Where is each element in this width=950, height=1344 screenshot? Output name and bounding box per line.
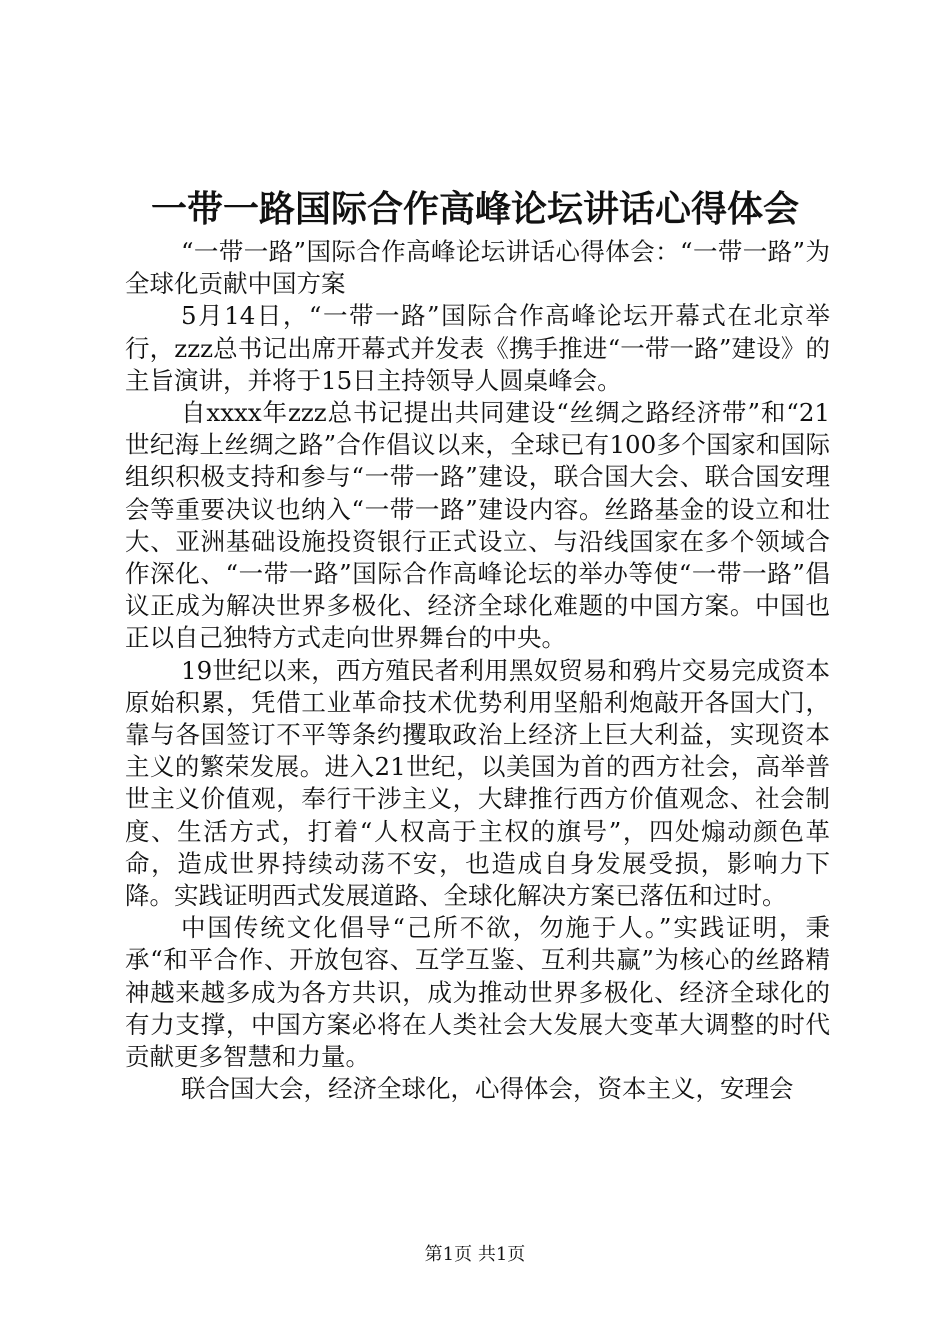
document-title: 一带一路国际合作高峰论坛讲话心得体会 <box>150 188 799 230</box>
paragraph-history: 19世纪以来，西方殖民者利用黑奴贸易和鸦片交易完成资本原始积累，凭借工业革命技术优势利用坚船利炮敲开各国大门，靠与各国签订不平等条约攫取政治上经济上巨大利益，实现资本主义的繁荣发展。进入21世纪，以美国为首的西方社会，高举普世主义价值观，奉行干涉主义，大肆推行西方价值观念、社会制度、生活方式，打着“人权高于主权的旗号”，四处煽动颜色革命，造成世界持续动荡不安，也造成自身发展受损，影响力下降。实践证明西式发展道路、全球化解决方案已落伍和过时。 <box>125 655 830 911</box>
paragraph-subtitle: “一带一路”国际合作高峰论坛讲话心得体会：“一带一路”为全球化贡献中国方案 <box>125 237 830 299</box>
page-footer: 第1页 共1页 <box>424 1244 526 1265</box>
paragraph-keywords: 联合国大会，经济全球化，心得体会，资本主义，安理会 <box>181 1074 794 1104</box>
paragraph-initiative: 自xxxx年zzz总书记提出共同建设“丝绸之路经济带”和“21世纪海上丝绸之路”合作倡议以来，全球已有100多个国家和国际组织积极支持和参与“一带一路”建设，联合国大会、联合国安理会等重要决议也纳入“一带一路”建设内容。丝路基金的设立和壮大、亚洲基础设施投资银行正式设立、与沿线国家在多个领域合作深化、“一带一路”国际合作高峰论坛的举办等使“一带一路”倡议正成为解决世界多极化、经济全球化难题的中国方案。中国也正以自己独特方式走向世界舞台的中央。 <box>125 398 830 653</box>
document-body <box>125 236 830 1105</box>
paragraph-opening: 5月14日，“一带一路”国际合作高峰论坛开幕式在北京举行，zzz总书记出席开幕式并发表《携手推进“一带一路”建设》的主旨演讲，并将于15日主持领导人圆桌峰会。 <box>125 301 830 395</box>
paragraph-conclusion: 中国传统文化倡导“己所不欲，勿施于人。”实践证明，秉承“和平合作、开放包容、互学互鉴、互利共赢”为核心的丝路精神越来越多成为各方共识，成为推动世界多极化、经济全球化的有力支撑，中国方案必将在人类社会大发展大变革大调整的时代贡献更多智慧和力量。 <box>125 913 830 1072</box>
